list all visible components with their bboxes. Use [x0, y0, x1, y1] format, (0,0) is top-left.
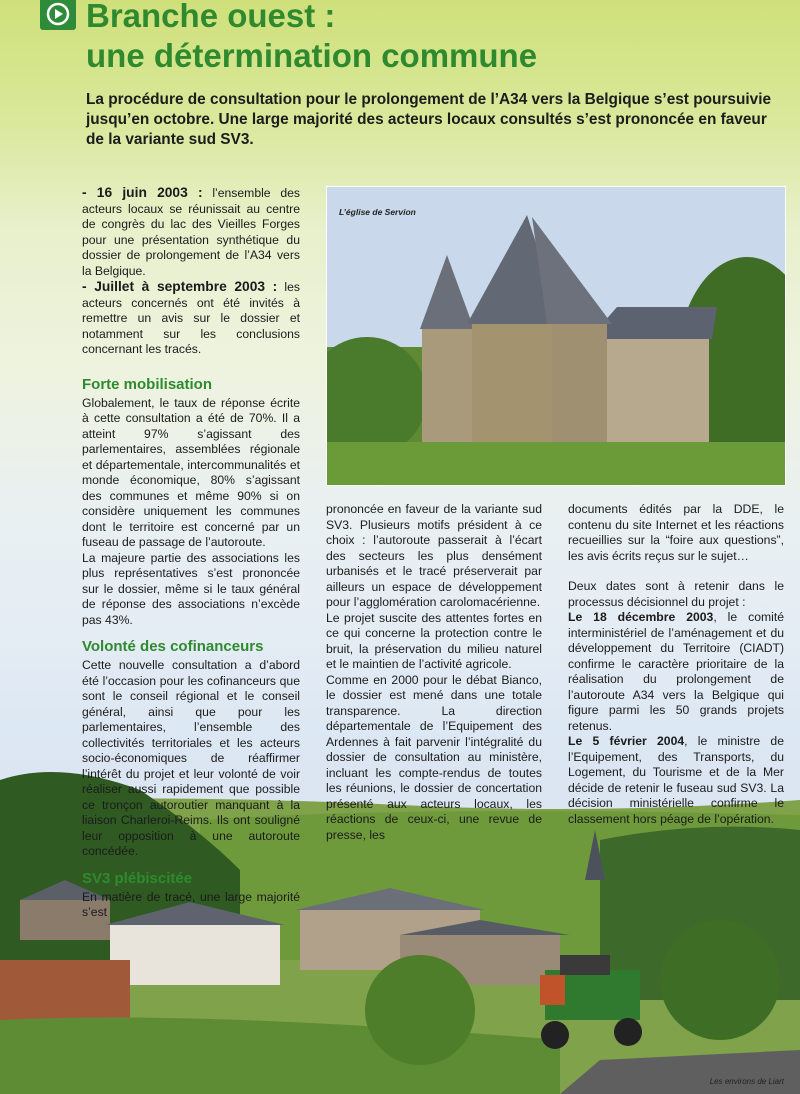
section-paragraph: En matière de tracé, une large majorité s’est [82, 889, 300, 919]
column-paragraph: Le projet suscite des attentes fortes en ce qui concerne la protection contre le bruit, la préservation du milieu naturel et le maintien de l’activité agricole. [326, 610, 542, 671]
decision-text: , le ministre de l’Equipement, des Transports, du Logement, du Tourisme et de la Mer décide de retenir le fuseau sud SV3. La décision ministérielle confirme le classement hors péage de l’opération. [568, 734, 784, 826]
timeline-date: - 16 juin 2003 : [82, 185, 203, 200]
section-paragraph: Globalement, le taux de réponse écrite à cette consultation a été de 70%. Il a atteint 97% s’agissant des parlementaires, assemblées régionale et départementale, intercommunalités et monde économique, 80% s’agissant des communes et même 90% si on considère uniquement les communes dont le territoire est concerné par un fuseau de passage de l’autoroute. [82, 395, 300, 549]
decision-text: , le comité interministériel de l’aménagement et du développement du Territoire (CIADT) confirme le caractère prioritaire de la réalisation du prolongement de l’autoroute A34 vers la Belgique qui figure parmi les 50 grands projets retenus. [568, 610, 784, 733]
column-3 [568, 502, 784, 827]
paragraph-gap [568, 564, 784, 579]
decision-date: Le 18 décembre 2003 [568, 610, 714, 624]
timeline-date: - Juillet à septembre 2003 : [82, 279, 278, 294]
column-paragraph: documents édités par la DDE, le contenu du site Internet et les réactions recueillies sur la “foire aux questions”, les avis écrits reçus sur le sujet… [568, 502, 784, 563]
decision-date: Le 5 février 2004 [568, 734, 685, 748]
section-heading: SV3 plébiscitée [82, 869, 193, 887]
article-lead: La procédure de consultation pour le prolongement de l’A34 vers la Belgique s’est poursuivie jusqu’en octobre. Une large majorité des acteurs locaux consultés s’est prononcée en faveur de la variante sud SV3. [86, 91, 772, 148]
photo-caption: L’église de Servion [339, 207, 416, 217]
timeline-item [82, 279, 300, 358]
column-1 [82, 185, 300, 921]
section-heading: Forte mobilisation [82, 375, 213, 393]
article-title [86, 0, 786, 76]
section-paragraph: Cette nouvelle consultation a d’abord été l’occasion pour les cofinanceurs que sont le conseil régional et le conseil général, ainsi que pour les parlementaires, l’ensemble des collectivités territoriales et les acteurs socio-économiques de réaffirmer l’intérêt du projet et leur volonté de voir réaliser aussi rapidement que possible ce tronçon autoroutier manquant à la liaison Charleroi-Reims. Ils ont souligné leur opposition à une autoroute concédée. [82, 658, 300, 858]
section-heading: Volonté des cofinanceurs [82, 638, 264, 655]
column-paragraph: Deux dates sont à retenir dans le processus décisionnel du projet : [568, 579, 784, 609]
church-photo [326, 186, 786, 486]
column-paragraph: Comme en 2000 pour le débat Bianco, le dossier est mené dans une totale transparence. La direction départementale de l’Equipement des Ardennes à fait parvenir l’intégralité du dossier de consultation au ministère, incluant les compte-rendus de toutes les réunions, le dossier de concertation présenté aux acteurs locaux, les réactions de ceux-ci, une revue de presse, les [326, 672, 542, 842]
play-circle-icon [40, 0, 76, 30]
title-line: Branche ouest : une détermination commune [86, 0, 538, 74]
column-2 [326, 502, 542, 843]
timeline-text: les acteurs concernés ont été invités à remettre un avis sur le dossier et notamment sur les conclusions concernant les tracés. [82, 280, 300, 356]
section-paragraph: La majeure partie des associations les plus représentatives s’est prononcée sur le dossier, même si le taux général de réponse des associations n’excède pas 43%. [82, 550, 300, 627]
timeline-text: l’ensemble des acteurs locaux se réunissait au centre de congrès du lac des Vieilles Forges pour une présentation synthétique du dossier de prolongement de l’A34 vers la Belgique. [82, 186, 300, 278]
decision-item [568, 610, 784, 734]
column-paragraph: prononcée en faveur de la variante sud SV3. Plusieurs motifs président à ce choix : l’autoroute passerait à l’écart des secteurs les plus densément urbanisés et le tracé préserverait par ailleurs un espace de développement pour l’agglomération carolomacérienne. [326, 502, 542, 609]
page-credit: Les environs de Liart [709, 1077, 784, 1086]
timeline-item [82, 185, 300, 279]
decision-item [568, 734, 784, 827]
